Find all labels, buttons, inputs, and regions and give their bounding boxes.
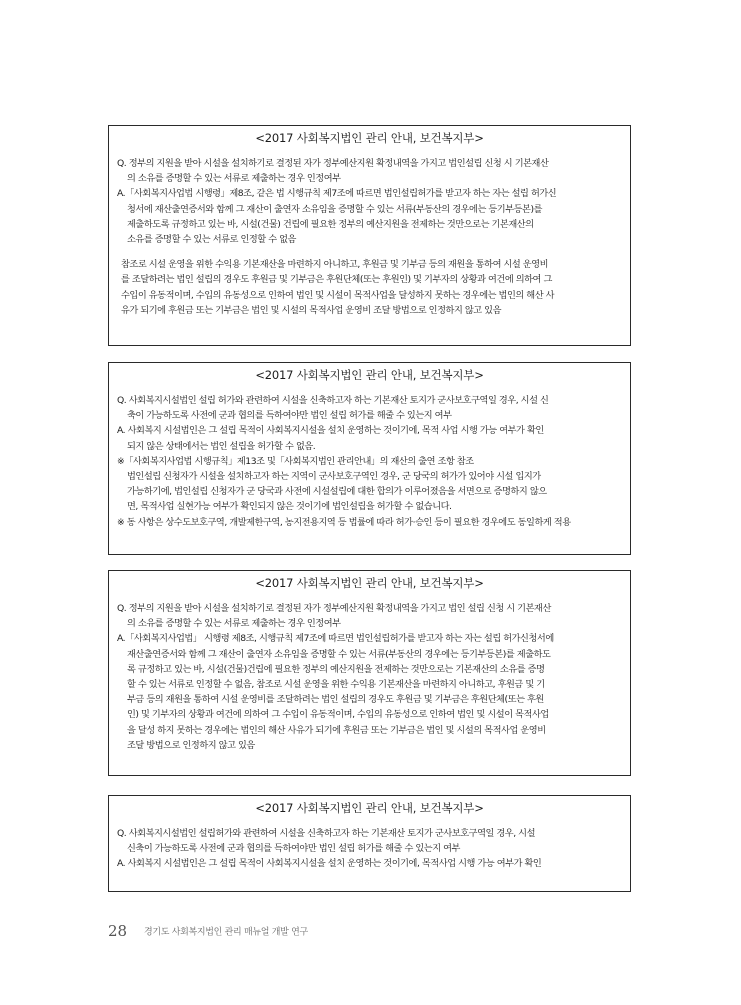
question-line: 신축이 가능하도록 사전에 군과 협의를 득하여야만 법인 설립 허가를 해줄 수 있는지 여부 bbox=[127, 843, 460, 855]
qa-box-3 bbox=[108, 570, 631, 776]
note-line: 법인설립 신청자가 시설을 설치하고자 하는 지역이 군사보호구역인 경우, 군 당국의 허가가 있어야 시설 입지가 bbox=[127, 471, 541, 483]
page-footer bbox=[108, 922, 308, 940]
question bbox=[117, 826, 622, 856]
answer-line: 재산출연증서와 함께 그 재산이 출연자 소유임을 증명할 수 있는 서류(부동산의 경우에는 등기부등본)를 제출하도 bbox=[127, 648, 551, 660]
box-title: <2017 사회복지법인 관리 안내, 보건복지부> bbox=[255, 576, 484, 590]
reference-paragraph bbox=[117, 257, 622, 318]
note-line: ※「사회복지사업법 시행규칙」제13조 및「사회복지법인 관리안내」의 재산의 출연 조항 참조 bbox=[117, 455, 474, 467]
question bbox=[117, 156, 622, 186]
question-line: Q. 사회복지시설법인 설립허가와 관련하여 시설을 신축하고자 하는 기본재산 토지가 군사보호구역일 경우, 시설 bbox=[117, 828, 536, 839]
note-line: 면, 목적사업 실현가능 여부가 확인되지 않은 것이기에 법인설립을 허가할 수 없습니다. bbox=[127, 501, 452, 513]
qa-box-2 bbox=[108, 362, 631, 555]
reference-line: 유가 되기에 후원금 또는 기부금은 법인 및 시설의 목적사업 운영비 조달 방법으로 인정하지 않고 있음 bbox=[121, 304, 502, 316]
question-line: Q. 사회복지시설법인 설립 허가와 관련하여 시설을 신축하고자 하는 기본재산 토지가 군사보호구역일 경우, 시설 신 bbox=[117, 395, 549, 406]
question-line: Q. 정부의 지원을 받아 시설을 설치하기로 결정된 자가 정부예산지원 확정내역을 가지고 법인 설립 신청 시 기본재산 bbox=[117, 603, 551, 614]
answer-line: 인) 및 기부자의 상황과 여건에 의하여 그 수입이 유동적이며, 수입의 유동성으로 인하여 법인 및 시설이 목적사업 bbox=[127, 709, 549, 721]
answer-line: A.「사회복지사업법 시행령」제8조, 같은 법 시행규칙 제7조에 따르면 법인설립허가를 받고자 하는 자는 설립 허가신 bbox=[117, 188, 557, 200]
question-line: 의 소유를 증명할 수 있는 서류로 제출하는 경우 인정여부 bbox=[127, 618, 341, 630]
answer-line: A.「사회복지사업법」 시행령 제8조, 시행규칙 제7조에 따르면 법인설립허가를 받고자 하는 자는 설립 허가신청서에 bbox=[117, 633, 554, 645]
answer bbox=[117, 631, 622, 753]
note-line: 가능하기에, 법인설립 신청자가 군 당국과 사전에 시설설립에 대한 합의가 이루어졌음을 서면으로 증명하지 않으 bbox=[127, 486, 547, 498]
answer bbox=[117, 186, 622, 247]
question bbox=[117, 393, 622, 423]
answer-line: 되지 않은 상태에서는 법인 설립을 허가할 수 없음. bbox=[127, 440, 316, 452]
question-line: Q. 정부의 지원을 받아 시설을 설치하기로 결정된 자가 정부예산지원 확정내역을 가지고 법인설립 신청 시 기본재산 bbox=[117, 158, 549, 169]
note-line: ※ 동 사항은 상수도보호구역, 개발제한구역, 농지전용지역 등 법률에 따라 허가·승인 등이 필요한 경우에도 동일하게 적용 bbox=[117, 516, 571, 528]
question-line: 의 소유를 증명할 수 있는 서류로 제출하는 경우 인정여부 bbox=[127, 173, 341, 185]
reference-line: 참조로 시설 운영을 위한 수익용 기본재산을 마련하지 아니하고, 후원금 및 기부금 등의 재원을 통하여 시설 운영비 bbox=[121, 259, 549, 271]
answer-line: 소유를 증명할 수 있는 서류로 인정할 수 없음 bbox=[127, 234, 296, 246]
box-title: <2017 사회복지법인 관리 안내, 보건복지부> bbox=[255, 368, 484, 382]
answer-line: 을 달성 하지 못하는 경우에는 법인의 해산 사유가 되기에 후원금 또는 기부금은 법인 및 시설의 목적사업 운영비 bbox=[127, 724, 546, 736]
reference-line: 를 조달하려는 법인 설립의 경우도 후원금 및 기부금은 후원단체(또는 후원인) 및 기부자의 상황과 여건에 의하여 그 bbox=[121, 274, 552, 286]
footer-title: 경기도 사회복지법인 관리 매뉴얼 개발 연구 bbox=[143, 927, 308, 938]
box-title: <2017 사회복지법인 관리 안내, 보건복지부> bbox=[255, 131, 484, 145]
question-line: 축이 가능하도록 사전에 군과 협의를 득하여야만 법인 설립 허가를 해줄 수 있는지 여부 bbox=[127, 410, 452, 422]
note bbox=[117, 454, 622, 530]
answer-line: A. 사회복지 시설법인은 그 설립 목적이 사회복지시설을 설치 운영하는 것이기에, 목적사업 시행 가능 여부가 확인 bbox=[117, 858, 542, 870]
answer-line: 제출하도록 규정하고 있는 바, 시설(건물) 건립에 필요한 정부의 예산지원을 전제하는 것만으로는 기본재산의 bbox=[127, 218, 534, 230]
reference-line: 수입이 유동적이며, 수입의 유동성으로 인하여 법인 및 시설이 목적사업을 달성하지 못하는 경우에는 법인의 해산 사 bbox=[121, 289, 555, 301]
answer-line: 할 수 있는 서류로 인정할 수 없음, 참조로 시설 운영을 위한 수익용 기본재산을 마련하지 아니하고, 후원금 및 기 bbox=[127, 679, 545, 691]
answer-line: 조달 방법으로 인정하지 않고 있음 bbox=[127, 739, 255, 751]
question bbox=[117, 601, 622, 631]
answer-line: 부금 등의 재원을 통하여 시설 운영비를 조달하려는 법인 설립의 경우도 후원금 및 기부금은 후원단체(또는 후원 bbox=[127, 694, 544, 706]
page-number: 28 bbox=[108, 922, 128, 940]
box-title: <2017 사회복지법인 관리 안내, 보건복지부> bbox=[255, 801, 484, 815]
qa-box-1 bbox=[108, 125, 631, 346]
answer bbox=[117, 423, 622, 453]
qa-box-4 bbox=[108, 795, 631, 892]
answer-line: A. 사회복지 시설법인은 그 설립 목적이 사회복지시설을 설치 운영하는 것이기에, 목적 사업 시행 가능 여부가 확인 bbox=[117, 425, 544, 437]
answer-line: 청서에 재산출연증서와 함께 그 재산이 출연자 소유임을 증명할 수 있는 서류(부동산의 경우에는 등기부등본)를 bbox=[127, 203, 543, 215]
answer-line: 록 규정하고 있는 바, 시설(건물)건립에 필요한 정부의 예산지원을 전제하는 것만으로는 기본재산의 소유를 증명 bbox=[127, 663, 545, 675]
answer bbox=[117, 856, 622, 871]
